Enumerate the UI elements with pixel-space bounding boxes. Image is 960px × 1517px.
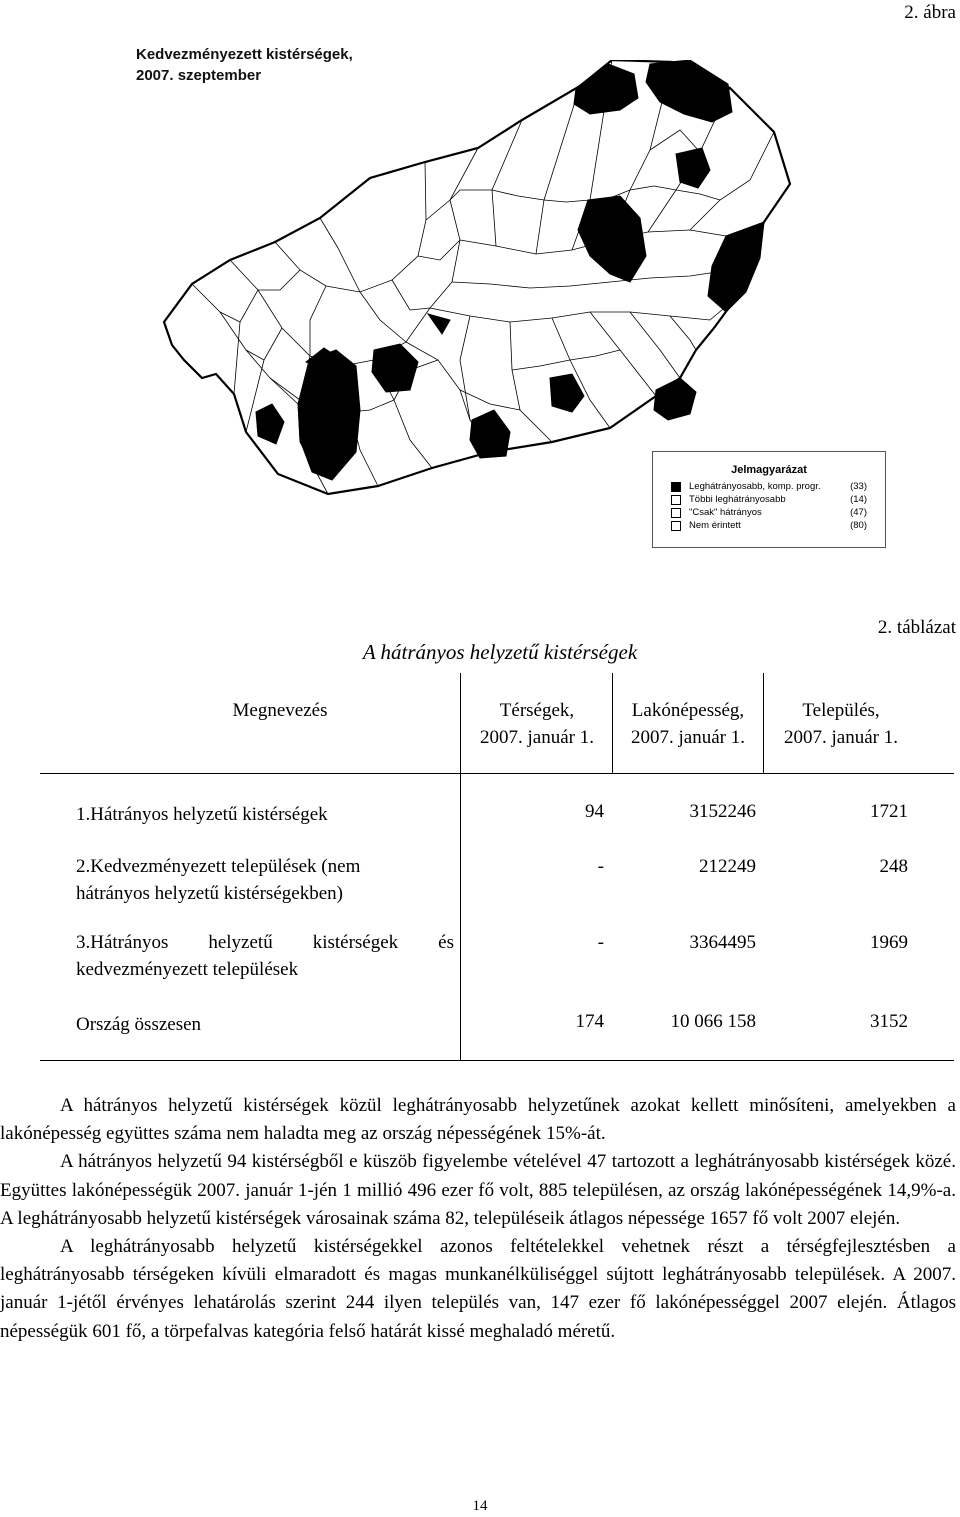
legend-swatch-white bbox=[671, 495, 681, 505]
legend-item-label: Nem érintett bbox=[689, 520, 741, 531]
legend-item bbox=[671, 520, 867, 533]
legend-item-label: Leghátrányosabb, komp. progr. bbox=[689, 481, 821, 492]
map-title-line-1: Kedvezményezett kistérségek, bbox=[136, 46, 353, 63]
table-cell-telepules: 248 bbox=[879, 856, 908, 877]
header-tersegek-line-2: 2007. január 1. bbox=[480, 727, 594, 748]
table-cell-tersegek: 94 bbox=[585, 801, 604, 822]
table-column-divider bbox=[460, 673, 461, 1060]
paragraph: A hátrányos helyzetű kistérségek közül leghátrányosabb helyzetűnek azokat kellett minősíteni, amelyekben a lakónépesség együttes száma nem haladta meg az ország népességének 15%-át. bbox=[0, 1095, 956, 1145]
table-cell-telepules: 3152 bbox=[870, 1011, 908, 1032]
header-lakonepesseg-line-2: 2007. január 1. bbox=[631, 727, 745, 748]
header-telepules bbox=[766, 697, 916, 751]
legend-swatch-white bbox=[671, 521, 681, 531]
table-cell-tersegek: - bbox=[597, 856, 604, 877]
header-megnevezes: Megnevezés bbox=[232, 700, 328, 721]
legend-item bbox=[671, 481, 867, 494]
header-telepules-line-2: 2007. január 1. bbox=[784, 727, 898, 748]
legend-item-count: (33) bbox=[850, 481, 867, 492]
table-header-divider bbox=[612, 673, 613, 773]
body-text bbox=[0, 1092, 956, 1346]
table-row-label bbox=[76, 929, 454, 983]
table-cell-lakonepesseg: 212249 bbox=[699, 856, 756, 877]
map-title-line-2: 2007. szeptember bbox=[136, 67, 262, 84]
legend-swatch-white bbox=[671, 508, 681, 518]
table-row-label-line-2: kedvezményezett települések bbox=[76, 959, 299, 980]
header-tersegek bbox=[462, 697, 612, 751]
paragraph: A leghátrányosabb helyzetű kistérségekkel azonos feltételekkel vehetnek részt a térségfejlesztésben a leghátrányosabb térségeken kívüli elmaradott és magas munkanélküliséggel sújtott leghátrányosabb települések. A 2007. január 1-jétől érvényes lehatárolás szerint 244 ilyen település van, 147 ezer fő lakónépességgel 2007 elején. Átlagos népességük 601 fő, a törpefalvas kategória felső határát kissé meghaladó méretű. bbox=[0, 1236, 956, 1342]
table-row-label-line-1: 3.Hátrányos helyzetű kistérségek és bbox=[76, 932, 454, 953]
page-number: 14 bbox=[472, 1498, 488, 1514]
legend-swatch-black bbox=[671, 482, 681, 492]
table-cell-tersegek: - bbox=[597, 932, 604, 953]
table-label: 2. táblázat bbox=[877, 617, 956, 638]
table-bottom-rule bbox=[40, 1060, 954, 1061]
legend-item-label: Többi leghátrányosabb bbox=[689, 494, 786, 505]
table-cell-tersegek: 174 bbox=[575, 1011, 604, 1032]
table-header-rule bbox=[40, 773, 954, 774]
header-tersegek-line-1: Térségek, bbox=[499, 700, 575, 721]
legend-item bbox=[671, 494, 867, 507]
header-telepules-line-1: Település, bbox=[802, 700, 880, 721]
legend-title: Jelmagyarázat bbox=[731, 464, 807, 476]
table-cell-telepules: 1969 bbox=[870, 932, 908, 953]
map-legend bbox=[652, 451, 886, 548]
table-cell-telepules: 1721 bbox=[870, 801, 908, 822]
table-row-label: Ország összesen bbox=[76, 1014, 202, 1035]
legend-item-label: "Csak" hátrányos bbox=[689, 507, 762, 518]
table-cell-lakonepesseg: 3364495 bbox=[689, 932, 756, 953]
table-cell-lakonepesseg: 3152246 bbox=[689, 801, 756, 822]
legend-item-count: (80) bbox=[850, 520, 867, 531]
legend-item-count: (14) bbox=[850, 494, 867, 505]
table-row-label-line-1: 2.Kedvezményezett települések (nem bbox=[76, 856, 361, 877]
figure-label: 2. ábra bbox=[904, 2, 956, 23]
table-header-divider bbox=[763, 673, 764, 773]
paragraph: A hátrányos helyzetű 94 kistérségből e küszöb figyelembe vételével 47 tartozott a leghátrányosabb kistérségek közé. Együttes lakónépességük 2007. január 1-jén 1 millió 496 ezer fő volt, 885 településen, az ország lakónépességének 14,9%-a. A leghátrányosabb helyzetű kistérségek városainak száma 82, településeik átlagos népessége 1657 fő volt 2007 elején. bbox=[0, 1151, 956, 1229]
table-row-label: 1.Hátrányos helyzetű kistérségek bbox=[76, 804, 328, 825]
table-row-label-line-2: hátrányos helyzetű kistérségekben) bbox=[76, 883, 343, 904]
legend-item bbox=[671, 507, 867, 520]
header-lakonepesseg-line-1: Lakónépesség, bbox=[631, 700, 745, 721]
legend-item-count: (47) bbox=[850, 507, 867, 518]
table-title: A hátrányos helyzetű kistérségek bbox=[362, 640, 638, 664]
table-row-label bbox=[76, 853, 456, 907]
table-cell-lakonepesseg: 10 066 158 bbox=[670, 1011, 756, 1032]
header-lakonepesseg bbox=[614, 697, 762, 751]
